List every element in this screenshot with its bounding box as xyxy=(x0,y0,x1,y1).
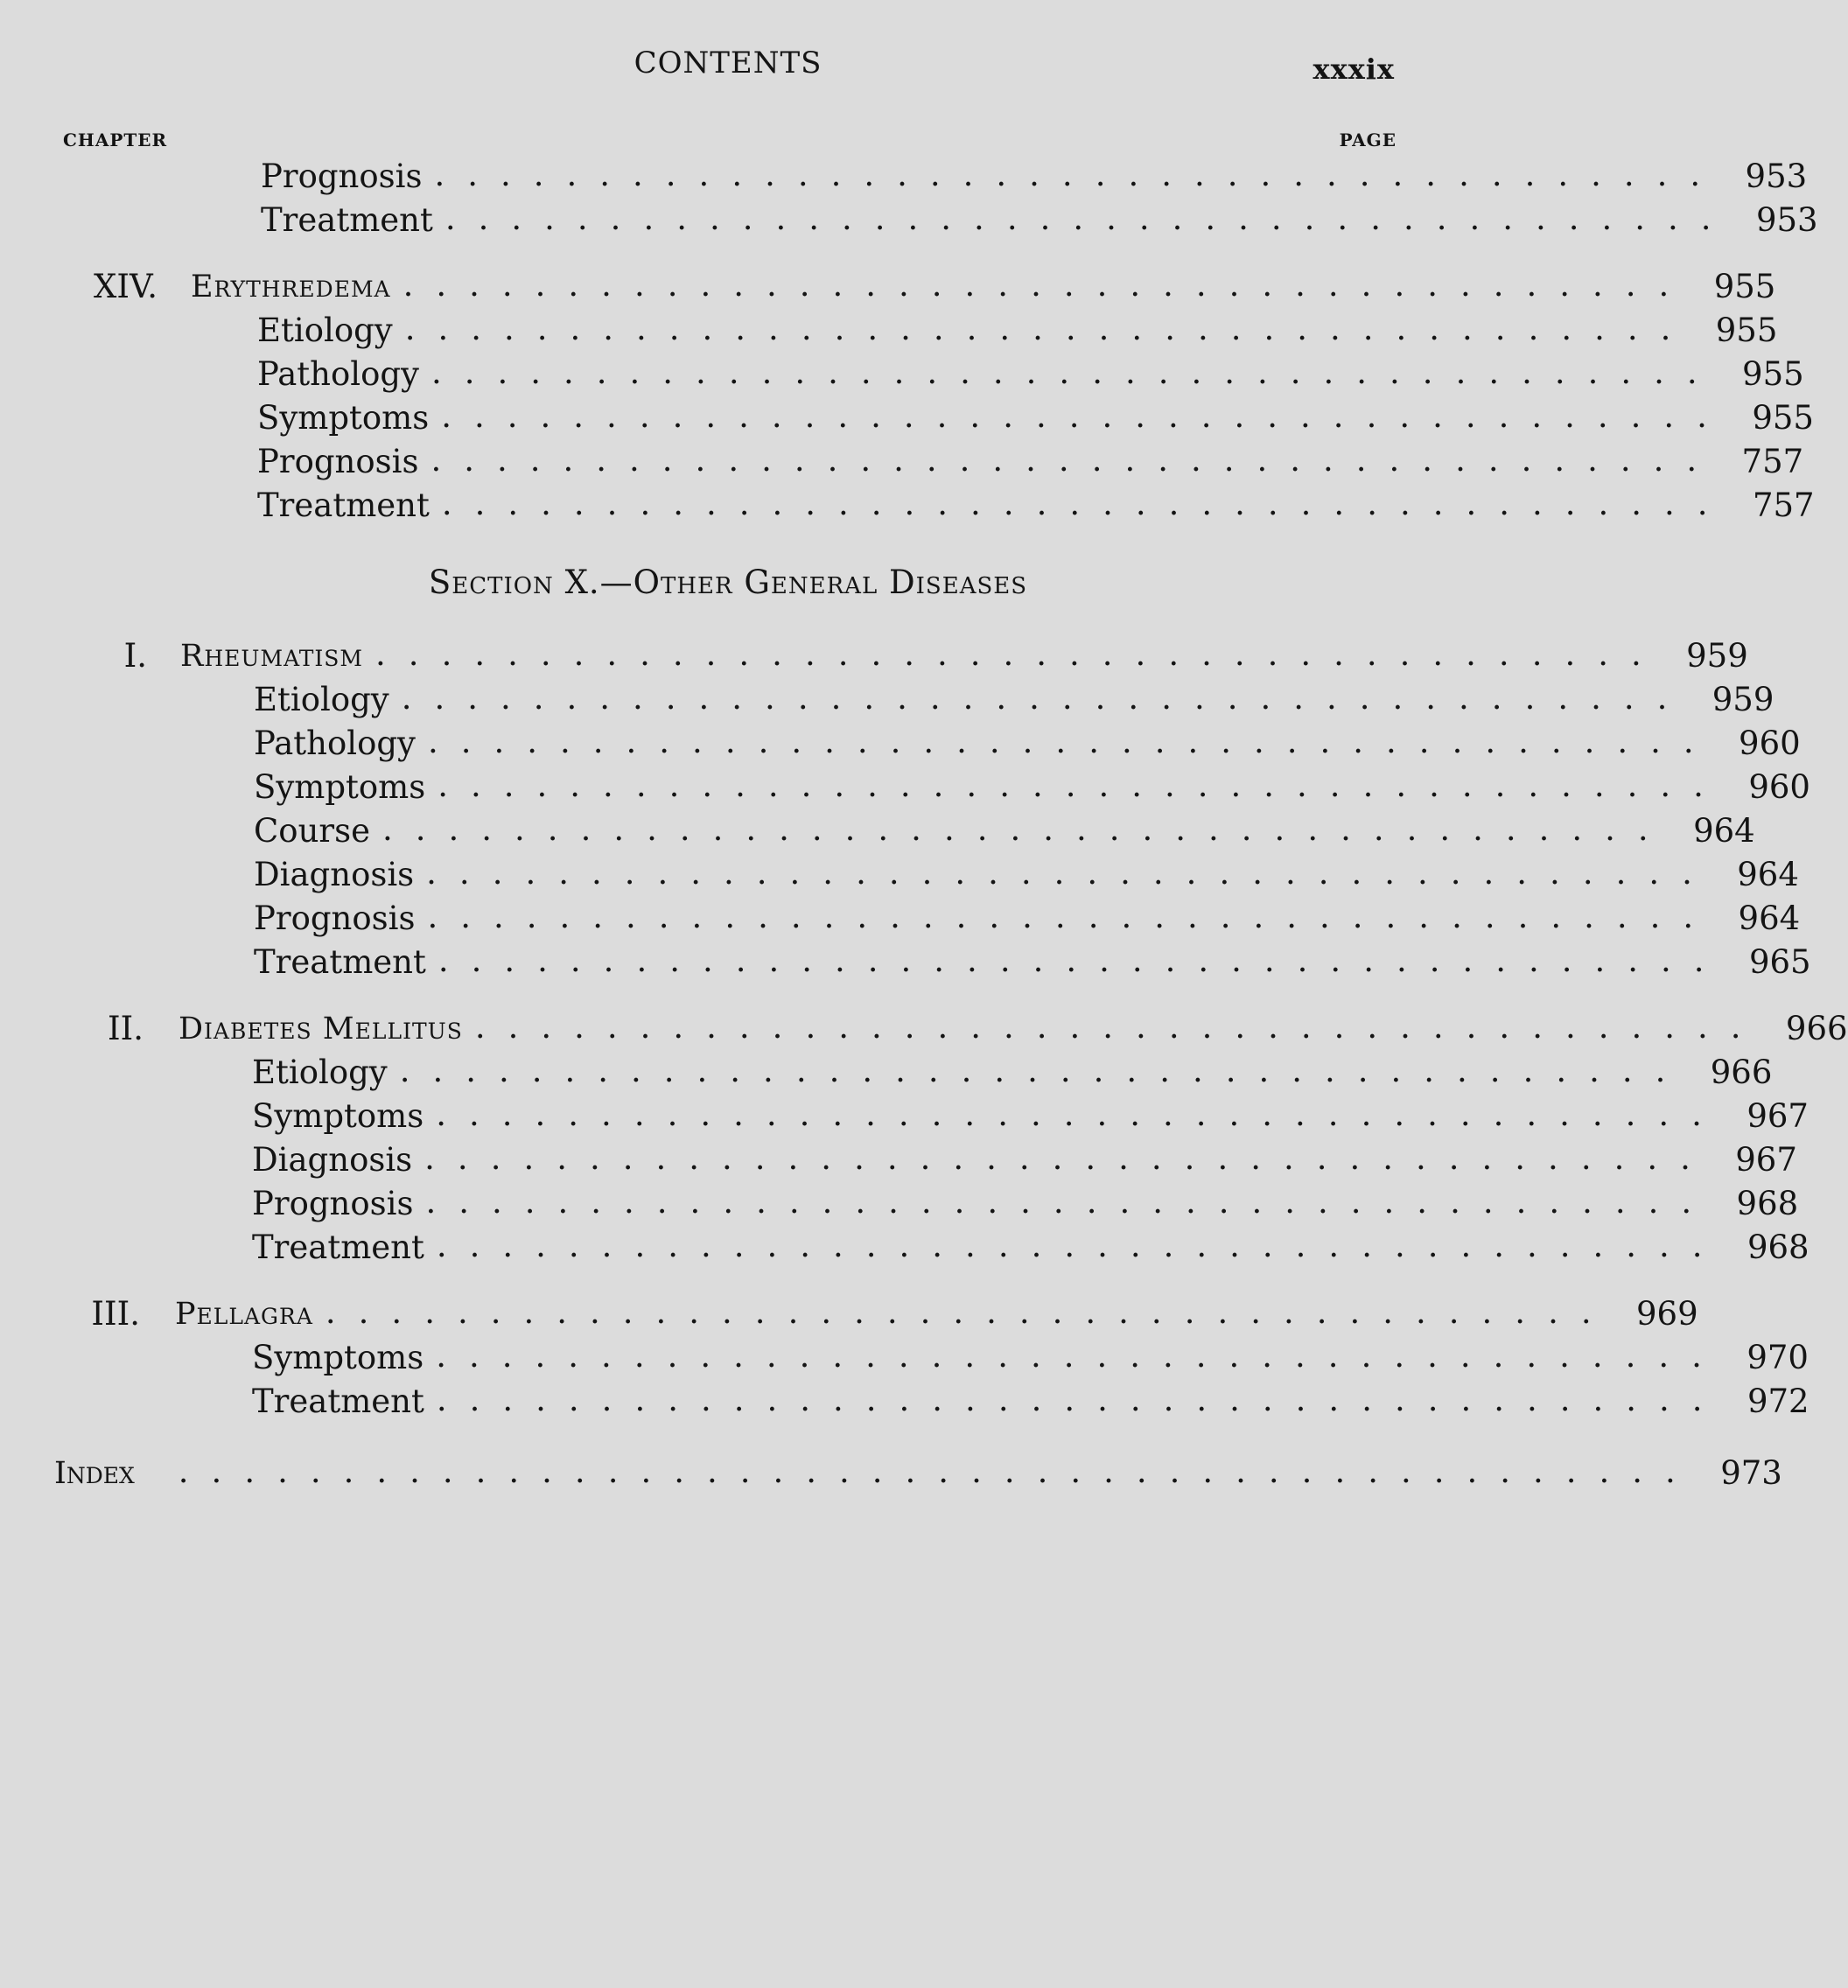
dot-leader: ....................................... xyxy=(430,441,1720,479)
dot-leader: ....................................... xyxy=(436,1227,1726,1264)
entry-page: 955 xyxy=(1715,312,1778,349)
toc-entry[interactable] xyxy=(0,934,1811,981)
toc-entry[interactable] xyxy=(0,434,1804,480)
entry-title: Treatment xyxy=(252,1228,424,1266)
entry-title: Diagnosis xyxy=(252,1141,413,1179)
dot-leader: ....................................... xyxy=(427,723,1717,760)
entry-page: 967 xyxy=(1746,1097,1809,1135)
toc-entry[interactable] xyxy=(0,1132,1797,1179)
entry-page: 968 xyxy=(1746,1228,1810,1266)
entry-title: Prognosis xyxy=(254,900,416,937)
toc-entry[interactable] xyxy=(0,847,1799,893)
toc-entry[interactable] xyxy=(0,303,1778,349)
dot-leader: ....................................... xyxy=(425,1183,1715,1221)
dot-leader: ....................................... xyxy=(436,1381,1726,1418)
entry-page: 966 xyxy=(1710,1054,1773,1091)
dot-leader: ....................................... xyxy=(426,854,1715,892)
dot-leader: ....................................... xyxy=(424,1139,1713,1177)
dot-leader: ....................................... xyxy=(444,200,1734,237)
entry-title: Treatment xyxy=(257,486,430,524)
dot-leader: .............................................. xyxy=(178,1452,1698,1490)
entry-page: 955 xyxy=(1742,355,1804,393)
entry-page: 953 xyxy=(1745,158,1808,195)
chapter-entry-pellagra[interactable] xyxy=(0,1279,1698,1333)
dot-leader: ....................................... xyxy=(402,266,1692,304)
entry-title: Prognosis xyxy=(261,158,423,195)
dot-leader: ....................................... xyxy=(441,397,1730,435)
entry-page: 964 xyxy=(1693,812,1755,850)
table-of-contents xyxy=(0,149,1848,1492)
toc-entry[interactable] xyxy=(0,1374,1810,1420)
toc-entry[interactable] xyxy=(0,891,1801,937)
toc-entry[interactable] xyxy=(0,192,1818,239)
entry-title: Prognosis xyxy=(252,1185,414,1222)
dot-leader: ....................................... xyxy=(401,679,1690,717)
dot-leader: ....................................... xyxy=(434,156,1724,193)
toc-entry[interactable] xyxy=(0,1330,1809,1376)
entry-page: 965 xyxy=(1748,943,1811,981)
toc-entry[interactable] xyxy=(0,672,1774,718)
toc-entry[interactable] xyxy=(0,716,1801,762)
dot-leader: ....................................... xyxy=(441,485,1731,522)
entry-page: 757 xyxy=(1752,486,1815,524)
dot-leader: ....................................... xyxy=(436,1096,1725,1133)
entry-title: Etiology xyxy=(257,312,393,349)
running-title: CONTENTS xyxy=(634,46,822,80)
toc-entry[interactable] xyxy=(0,1045,1773,1091)
toc-entry[interactable] xyxy=(0,390,1814,437)
entry-page: 964 xyxy=(1738,900,1801,937)
index-title: Index xyxy=(54,1456,135,1491)
entry-page: 960 xyxy=(1739,724,1801,762)
entry-title: Treatment xyxy=(252,1382,424,1420)
entry-title: Symptoms xyxy=(252,1097,424,1135)
page-column-label: PAGE xyxy=(1339,130,1396,150)
entry-title: Symptoms xyxy=(254,768,426,806)
chapter-entry-rheumatism[interactable] xyxy=(0,621,1748,675)
chapter-number: II. xyxy=(108,1010,144,1047)
entry-page: 757 xyxy=(1741,443,1804,480)
dot-leader: ....................................... xyxy=(438,766,1726,804)
dot-leader: ....................................... xyxy=(399,1052,1689,1089)
toc-entry[interactable] xyxy=(0,478,1815,524)
chapter-title: Erythredema xyxy=(191,270,391,304)
dot-leader: ....................................... xyxy=(438,942,1727,979)
dot-leader: ....................................... xyxy=(436,1337,1725,1375)
toc-entry[interactable] xyxy=(0,1176,1799,1222)
chapter-title: Rheumatism xyxy=(180,639,364,674)
dot-leader: ....................................... xyxy=(404,310,1694,347)
entry-page: 959 xyxy=(1712,681,1774,718)
entry-title: Etiology xyxy=(252,1054,388,1091)
chapter-column-label: CHAPTER xyxy=(63,130,168,150)
entry-page: 968 xyxy=(1736,1185,1799,1222)
entry-title: Etiology xyxy=(254,681,389,718)
entry-page: 955 xyxy=(1713,268,1776,305)
entry-page: 973 xyxy=(1720,1454,1782,1492)
entry-title: Treatment xyxy=(254,943,426,981)
chapter-title: Diabetes Mellitus xyxy=(178,1012,463,1046)
entry-page: 972 xyxy=(1746,1382,1810,1420)
entry-page: 966 xyxy=(1785,1010,1848,1047)
dot-leader: ....................................... xyxy=(382,810,1671,848)
entry-page: 960 xyxy=(1748,768,1810,806)
page-folio: xxxix xyxy=(1312,52,1395,86)
chapter-entry-erythredema[interactable] xyxy=(0,252,1776,305)
toc-entry[interactable] xyxy=(0,803,1755,850)
chapter-number: XIV. xyxy=(94,268,158,305)
entry-page: 959 xyxy=(1686,637,1748,675)
chapter-number: I. xyxy=(123,637,147,675)
entry-page: 955 xyxy=(1752,399,1814,437)
dot-leader: ....................................... xyxy=(375,635,1664,673)
entry-title: Prognosis xyxy=(257,443,419,480)
toc-entry[interactable] xyxy=(0,1088,1809,1135)
entry-title: Symptoms xyxy=(257,399,430,437)
chapter-entry-diabetes-mellitus[interactable] xyxy=(0,994,1848,1047)
chapter-number: III. xyxy=(91,1295,140,1333)
section-heading: Section X.—Other General Diseases xyxy=(428,564,1028,601)
entry-title: Symptoms xyxy=(252,1339,424,1376)
dot-leader: ....................................... xyxy=(430,354,1720,391)
dot-leader: ....................................... xyxy=(427,898,1717,935)
entry-page: 967 xyxy=(1735,1141,1797,1179)
entry-title: Pathology xyxy=(257,355,419,393)
entry-title: Course xyxy=(254,812,370,850)
entry-title: Treatment xyxy=(261,201,433,239)
entry-page: 970 xyxy=(1746,1339,1809,1376)
toc-entry[interactable] xyxy=(0,1220,1810,1266)
dot-leader: ....................................... xyxy=(474,1008,1764,1046)
toc-entry[interactable] xyxy=(0,149,1808,195)
entry-title: Pathology xyxy=(254,724,416,762)
toc-entry[interactable] xyxy=(0,346,1804,393)
toc-entry[interactable] xyxy=(0,760,1810,806)
dot-leader: ....................................... xyxy=(325,1293,1614,1331)
entry-page: 964 xyxy=(1737,856,1799,893)
entry-title: Diagnosis xyxy=(254,856,415,893)
chapter-title: Pellagra xyxy=(175,1297,313,1332)
entry-page: 953 xyxy=(1755,201,1818,239)
index-entry[interactable] xyxy=(0,1438,1782,1492)
entry-page: 969 xyxy=(1635,1295,1698,1333)
